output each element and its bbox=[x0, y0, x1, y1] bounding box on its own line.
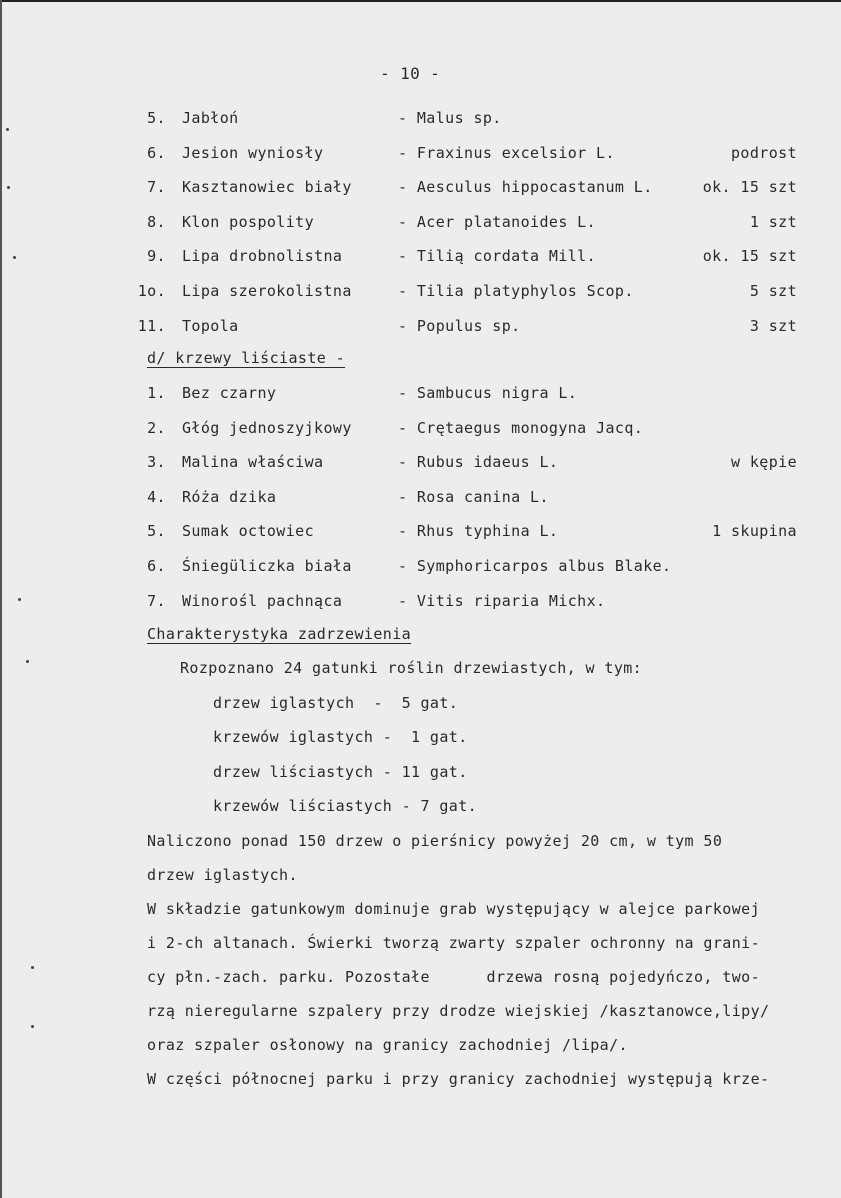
paragraph-line: rzą nieregularne szpalery przy drodze wiejskiej /kasztanowce,lipy/ bbox=[147, 1002, 770, 1020]
paragraph-line: oraz szpaler osłonowy na granicy zachodniej /lipa/. bbox=[147, 1036, 628, 1054]
paragraph-line: W składzie gatunkowym dominuje grab występujący w alejce parkowej bbox=[147, 900, 760, 918]
latin-name: - Tilią cordata Mill. bbox=[398, 247, 597, 266]
item-number: 5. bbox=[147, 522, 166, 541]
item-number: 8. bbox=[147, 212, 166, 231]
margin-dot bbox=[31, 966, 34, 969]
common-name: Kasztanowiec biały bbox=[182, 178, 352, 197]
item-note: 1 szt bbox=[749, 212, 797, 231]
page-number: - 10 - bbox=[380, 64, 441, 83]
summary-intro: Rozpoznano 24 gatunki roślin drzewiastych, w tym: bbox=[180, 659, 643, 677]
item-number: 2. bbox=[147, 418, 166, 437]
margin-dot bbox=[7, 186, 10, 189]
item-note: 5 szt bbox=[749, 282, 797, 300]
item-number: 1. bbox=[147, 384, 166, 402]
margin-dot bbox=[18, 598, 21, 601]
latin-name: - Sambucus nigra L. bbox=[398, 384, 578, 402]
item-number: 7. bbox=[147, 591, 166, 610]
latin-name: - Rhus typhina L. bbox=[398, 522, 559, 541]
margin-dot bbox=[26, 660, 29, 663]
common-name: Jabłoń bbox=[182, 109, 239, 127]
common-name: Malina właściwa bbox=[182, 453, 324, 472]
item-note: ok. 15 szt bbox=[702, 178, 797, 197]
shrubs-heading: d/ krzewy liściaste - bbox=[147, 349, 346, 367]
latin-name: - Aesculus hippocastanum L. bbox=[398, 178, 653, 197]
margin-dot bbox=[31, 1025, 34, 1028]
item-number: 11. bbox=[137, 316, 166, 335]
common-name: Lipa szerokolistna bbox=[182, 282, 352, 300]
latin-name: - Acer platanoides L. bbox=[398, 212, 597, 231]
summary-item: drzew iglastych - 5 gat. bbox=[213, 694, 459, 712]
common-name: Bez czarny bbox=[182, 384, 277, 402]
item-note: 1 skupina bbox=[712, 522, 797, 541]
margin-dot bbox=[6, 128, 9, 131]
characteristics-heading: Charakterystyka zadrzewienia bbox=[147, 625, 412, 643]
summary-item: krzewów iglastych - 1 gat. bbox=[213, 728, 468, 746]
common-name: Sumak octowiec bbox=[182, 522, 315, 541]
paragraph-line: drzew iglastych. bbox=[147, 866, 298, 884]
item-number: 4. bbox=[147, 487, 166, 506]
common-name: Klon pospolity bbox=[182, 212, 315, 231]
paragraph-line: cy płn.-zach. parku. Pozostałe drzewa rosną pojedyńczo, two- bbox=[147, 968, 760, 986]
margin-dot bbox=[13, 256, 16, 259]
paragraph-line: i 2-ch altanach. Świerki tworzą zwarty szpaler ochronny na grani- bbox=[147, 934, 760, 952]
item-number: 6. bbox=[147, 143, 166, 162]
common-name: Topola bbox=[182, 316, 239, 335]
item-number: 7. bbox=[147, 178, 166, 197]
item-number: 3. bbox=[147, 453, 166, 472]
latin-name: - Crętaegus monogyna Jacq. bbox=[398, 418, 644, 437]
common-name: Głóg jednoszyjkowy bbox=[182, 418, 352, 437]
item-number: 5. bbox=[147, 109, 166, 127]
common-name: Winorośl pachnąca bbox=[182, 591, 343, 610]
item-number: 6. bbox=[147, 557, 166, 575]
item-note: 3 szt bbox=[749, 316, 797, 335]
item-note: podrost bbox=[730, 143, 797, 162]
latin-name: - Populus sp. bbox=[398, 316, 521, 335]
summary-item: drzew liściastych - 11 gat. bbox=[213, 763, 468, 781]
common-name: Róża dzika bbox=[182, 487, 277, 506]
item-number: 1o. bbox=[137, 282, 166, 300]
common-name: Jesion wyniosły bbox=[182, 143, 324, 162]
latin-name: - Vitis riparia Michx. bbox=[398, 591, 606, 610]
latin-name: - Malus sp. bbox=[398, 109, 502, 127]
item-note: ok. 15 szt bbox=[702, 247, 797, 266]
paragraph-line: W części północnej parku i przy granicy zachodniej występują krze- bbox=[147, 1070, 770, 1088]
latin-name: - Rosa canina L. bbox=[398, 487, 549, 506]
summary-item: krzewów liściastych - 7 gat. bbox=[213, 797, 478, 815]
item-note: w kępie bbox=[730, 453, 797, 472]
item-number: 9. bbox=[147, 247, 166, 266]
common-name: Śniegüliczka biała bbox=[182, 557, 352, 575]
latin-name: - Symphoricarpos albus Blake. bbox=[398, 557, 672, 575]
latin-name: - Rubus idaeus L. bbox=[398, 453, 559, 472]
common-name: Lipa drobnolistna bbox=[182, 247, 343, 266]
paragraph-line: Naliczono ponad 150 drzew o pierśnicy powyżej 20 cm, w tym 50 bbox=[147, 832, 723, 850]
latin-name: - Fraxinus excelsior L. bbox=[398, 143, 615, 162]
latin-name: - Tilia platyphylos Scop. bbox=[398, 282, 634, 300]
